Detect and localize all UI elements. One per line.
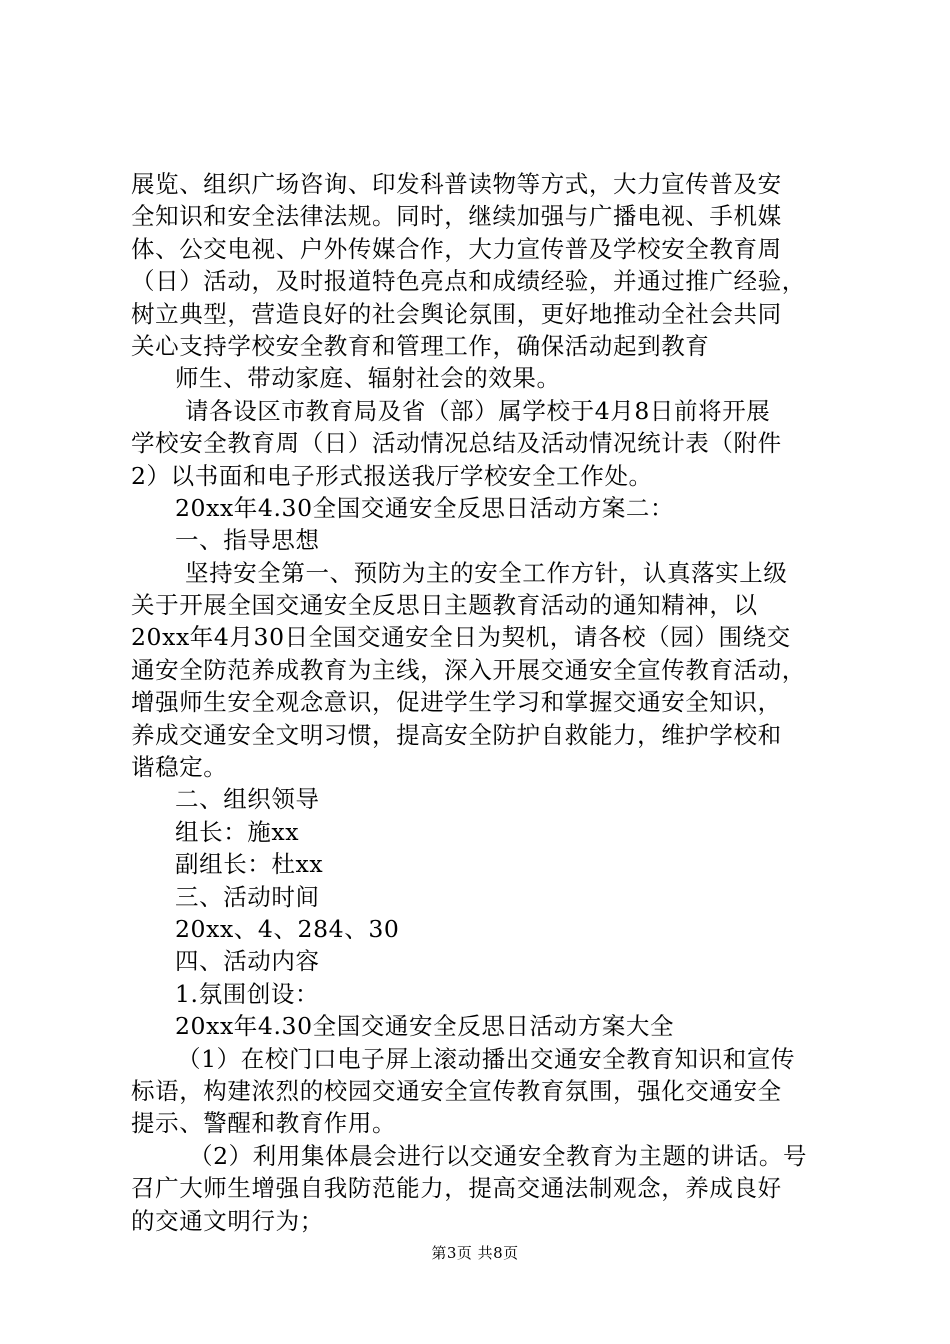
text-line: 通安全防范养成教育为主线，深入开展交通安全宣传教育活动， — [131, 655, 806, 684]
text-line: 20xx年4月30日全国交通安全日为契机，请各校（园）围绕交 — [131, 623, 791, 652]
section-heading: 二、组织领导 — [175, 785, 320, 814]
text-line: （1）在校门口电子屏上滚动播出交通安全教育知识和宣传 — [177, 1044, 796, 1073]
text-line: 提示、警醒和教育作用。 — [131, 1109, 397, 1138]
text-line: 副组长：杜xx — [175, 850, 324, 879]
text-line: 展览、组织广场咨询、印发科普读物等方式，大力宣传普及安 — [131, 170, 782, 198]
section-heading: 一、指导思想 — [175, 526, 320, 555]
section-heading: 20xx年4.30全国交通安全反思日活动方案二： — [175, 493, 675, 522]
text-line: 召广大师生增强自我防范能力，提高交通法制观念，养成良好 — [131, 1174, 782, 1203]
text-line: 坚持安全第一、预防为主的安全工作方针，认真落实上级 — [185, 558, 788, 587]
text-line: 关于开展全国交通安全反思日主题教育活动的通知精神，以 — [131, 591, 758, 620]
section-heading: 四、活动内容 — [175, 947, 320, 976]
text-line: （日）活动，及时报道特色亮点和成绩经验，并通过推广经验， — [131, 267, 806, 296]
text-line: 谐稳定。 — [131, 753, 228, 782]
text-line: 关心支持学校安全教育和管理工作，确保活动起到教育 — [131, 331, 710, 360]
text-line: 请各设区市教育局及省（部）属学校于4月8日前将开展 — [185, 396, 771, 425]
section-heading: 三、活动时间 — [175, 882, 320, 911]
text-line: 体、公交电视、户外传媒合作，大力宣传普及学校安全教育周 — [131, 234, 782, 263]
section-heading: 20xx年4.30全国交通安全反思日活动方案大全 — [175, 1012, 675, 1041]
page-number-footer: 第3页 共8页 — [431, 1244, 519, 1262]
text-line: 1.氛围创设： — [175, 979, 320, 1008]
text-line: 增强师生安全观念意识，促进学生学习和掌握交通安全知识， — [131, 688, 782, 717]
text-line: 2）以书面和电子形式报送我厅学校安全工作处。 — [131, 461, 653, 490]
text-line: 养成交通安全文明习惯，提高安全防护自救能力，维护学校和 — [131, 720, 782, 749]
text-line: （2）利用集体晨会进行以交通安全教育为主题的讲话。号 — [189, 1141, 808, 1170]
text-line: 全知识和安全法律法规。同时，继续加强与广播电视、手机媒 — [131, 202, 782, 231]
text-line: 树立典型，营造良好的社会舆论氛围，更好地推动全社会共同 — [131, 299, 782, 328]
text-line: 组长：施xx — [175, 817, 300, 846]
body-text — [131, 168, 831, 1237]
text-line: 师生、带动家庭、辐射社会的效果。 — [175, 364, 561, 393]
text-line: 学校安全教育周（日）活动情况总结及活动情况统计表（附件 — [131, 429, 782, 458]
text-line: 的交通文明行为； — [131, 1206, 324, 1235]
text-line: 标语，构建浓烈的校园交通安全宣传教育氛围，强化交通安全 — [131, 1076, 782, 1105]
text-line: 20xx、4、284、30 — [175, 914, 400, 943]
